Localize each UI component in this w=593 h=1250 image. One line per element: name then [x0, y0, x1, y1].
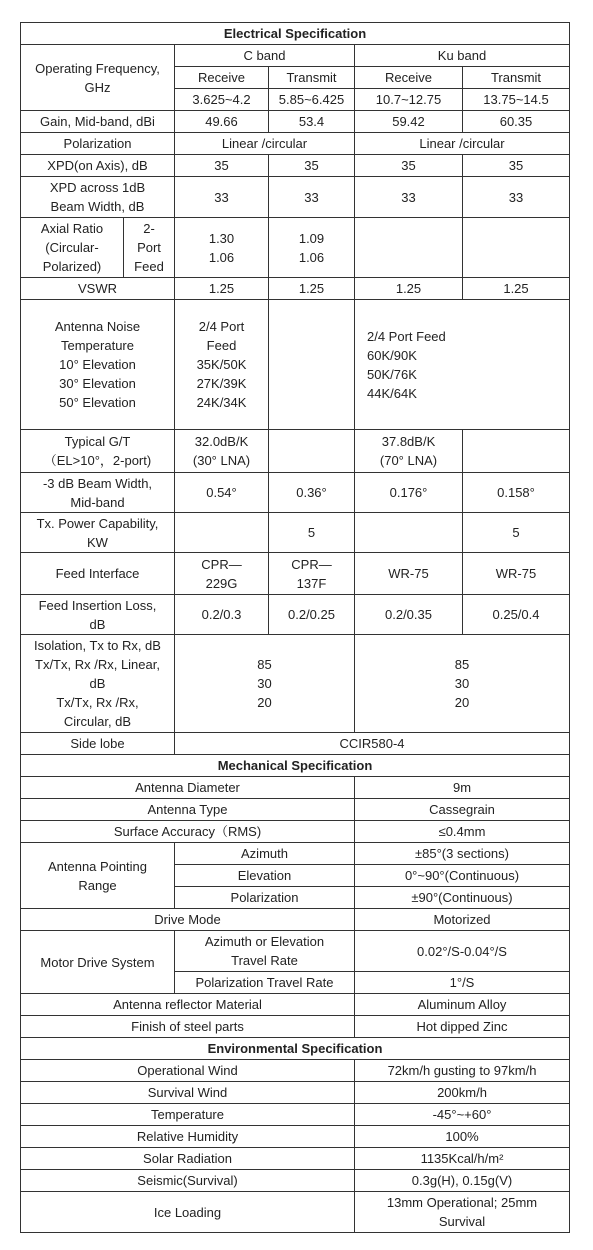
- value-cell: 33: [175, 177, 269, 218]
- cell-line: 13mm Operational; 25mm: [386, 1195, 538, 1210]
- cell-line: Operational Wind: [137, 1063, 238, 1078]
- cell-line: KW: [87, 534, 108, 550]
- cell-line: 20: [454, 695, 470, 710]
- table-row: [21, 994, 570, 1016]
- cell-line: Tx. Power Capability,: [36, 515, 159, 531]
- row-label: [21, 1126, 355, 1148]
- row-label: Antenna Diameter: [21, 777, 355, 799]
- cell-line: 1135Kcal/h/m²: [420, 1151, 504, 1166]
- cell-line: (Circular-: [45, 240, 99, 255]
- cell-line: Operating Frequency,: [35, 60, 160, 76]
- cell-line: Antenna Pointing: [47, 858, 148, 874]
- value-cell: 5: [463, 513, 570, 553]
- cell-line: CPR—: [291, 556, 332, 572]
- row-label: [21, 1104, 355, 1126]
- row-label: Antenna Type: [21, 799, 355, 821]
- table-row: [21, 1016, 570, 1038]
- table-row: [21, 843, 570, 865]
- value-cell: [355, 635, 570, 733]
- cell-line: 200km/h: [437, 1085, 487, 1100]
- row-label: VSWR: [21, 278, 175, 300]
- cell-line: GHz: [84, 79, 111, 95]
- cell-line: 60K/90K: [367, 347, 417, 363]
- row-label: Side lobe: [21, 733, 175, 755]
- section-row: [21, 755, 570, 777]
- empty-cell: [463, 218, 570, 278]
- table-row: [21, 821, 570, 843]
- cell-line: Survival Wind: [147, 1085, 228, 1100]
- cell-line: 85: [257, 657, 272, 672]
- value-cell: 1.25: [269, 278, 355, 300]
- value-cell: 49.66: [175, 111, 269, 133]
- table-row: [21, 733, 570, 755]
- cell-line: 27K/39K: [196, 376, 247, 391]
- value-cell: [355, 1060, 570, 1082]
- cell-line: 0.3g(H), 0.15g(V): [411, 1173, 513, 1188]
- subheader-cell: Receive: [355, 67, 463, 89]
- value-cell: ±90°(Continuous): [355, 887, 570, 909]
- value-cell: [175, 430, 269, 473]
- cell-line: Tx/Tx, Rx /Rx, Linear,: [35, 657, 160, 672]
- value-cell: 13.75~14.5: [463, 89, 570, 111]
- cell-line: 85: [454, 657, 470, 672]
- cell-line: Ice Loading: [153, 1204, 222, 1220]
- subheader-cell: Receive: [175, 67, 269, 89]
- value-cell: ≤0.4mm: [355, 821, 570, 843]
- row-label: [21, 1060, 355, 1082]
- value-cell: WR-75: [463, 553, 570, 595]
- cell-line: Isolation, Tx to Rx, dB: [34, 638, 161, 653]
- cell-line: 10° Elevation: [59, 357, 136, 372]
- table-row: [21, 931, 570, 972]
- value-cell: 33: [463, 177, 570, 218]
- cell-line: Travel Rate: [231, 953, 298, 968]
- row-label: Feed Interface: [21, 553, 175, 595]
- value-cell: 1.25: [463, 278, 570, 300]
- value-cell: 60.35: [463, 111, 570, 133]
- row-label: [21, 177, 175, 218]
- value-cell: [175, 300, 269, 430]
- cell-line: Azimuth or Elevation: [204, 934, 325, 949]
- value-cell: 35: [175, 155, 269, 177]
- value-cell: 33: [269, 177, 355, 218]
- spec-table-body: [21, 23, 570, 1233]
- cell-line: 100%: [445, 1129, 479, 1144]
- cell-line: -3 dB Beam Width,: [42, 475, 153, 491]
- cell-line: （EL>10°，2-port): [43, 453, 152, 468]
- row-sublabel: [124, 218, 175, 278]
- value-cell: 9m: [355, 777, 570, 799]
- row-label: Gain, Mid-band, dBi: [21, 111, 175, 133]
- cell-line: Mid-band: [70, 494, 125, 510]
- cell-line: 50° Elevation: [59, 395, 136, 410]
- value-cell: [355, 430, 463, 473]
- row-label: [21, 473, 175, 513]
- cell-line: Typical G/T: [64, 434, 131, 449]
- table-row: [21, 430, 570, 473]
- table-row: [21, 799, 570, 821]
- row-label: [21, 300, 175, 430]
- cell-line: 37.8dB/K: [381, 434, 436, 449]
- table-row: [21, 513, 570, 553]
- cell-line: Beam Width, dB: [50, 199, 145, 214]
- value-cell: [355, 300, 570, 430]
- row-label: [21, 595, 175, 635]
- row-label: [21, 45, 175, 111]
- value-cell: [269, 553, 355, 595]
- row-label: Finish of steel parts: [21, 1016, 355, 1038]
- value-cell: 1.25: [355, 278, 463, 300]
- value-cell: 0.02°/S-0.04°/S: [355, 931, 570, 972]
- value-cell: 1°/S: [355, 972, 570, 994]
- row-label: XPD(on Axis), dB: [21, 155, 175, 177]
- cell-line: 50K/76K: [367, 366, 417, 382]
- value-cell: 0.2/0.25: [269, 595, 355, 635]
- row-label: [21, 843, 175, 909]
- table-row: [21, 300, 570, 430]
- cell-line: dB: [89, 616, 106, 632]
- cell-line: 1.06: [298, 249, 325, 265]
- table-row: [21, 111, 570, 133]
- table-row: [21, 177, 570, 218]
- value-cell: [355, 1082, 570, 1104]
- value-cell: 0.2/0.35: [355, 595, 463, 635]
- cell-line: Relative Humidity: [136, 1129, 239, 1144]
- value-cell: 33: [355, 177, 463, 218]
- table-row: [21, 1082, 570, 1104]
- value-cell: 0°~90°(Continuous): [355, 865, 570, 887]
- table-row: [21, 777, 570, 799]
- row-label: [21, 1192, 355, 1233]
- cell-line: Feed: [134, 259, 164, 274]
- cell-line: 30° Elevation: [59, 376, 136, 391]
- cell-line: dB: [89, 676, 106, 691]
- cell-line: 72km/h gusting to 97km/h: [387, 1063, 537, 1078]
- table-row: [21, 1170, 570, 1192]
- row-label: [21, 218, 124, 278]
- cell-line: Seismic(Survival): [137, 1173, 238, 1188]
- table-row: [21, 635, 570, 733]
- value-cell: 3.625~4.2: [175, 89, 269, 111]
- value-cell: 0.176°: [355, 473, 463, 513]
- section-title: Mechanical Specification: [21, 755, 570, 777]
- row-label: Polarization: [21, 133, 175, 155]
- row-sublabel: [175, 931, 355, 972]
- empty-cell: [175, 513, 269, 553]
- value-cell: Hot dipped Zinc: [355, 1016, 570, 1038]
- cell-line: Circular, dB: [63, 714, 132, 729]
- cell-line: Feed: [206, 338, 237, 353]
- cell-line: Antenna Noise: [54, 319, 141, 334]
- cell-line: Axial Ratio: [40, 221, 104, 236]
- cell-line: 229G: [205, 575, 238, 591]
- value-cell: 53.4: [269, 111, 355, 133]
- cell-line: 137F: [296, 575, 327, 591]
- table-row: [21, 1126, 570, 1148]
- value-cell: Motorized: [355, 909, 570, 931]
- value-cell: 1.25: [175, 278, 269, 300]
- cell-line: Feed Insertion Loss,: [38, 597, 157, 613]
- row-label: [21, 635, 175, 733]
- section-row: [21, 23, 570, 45]
- value-cell: [355, 1104, 570, 1126]
- value-cell: [269, 218, 355, 278]
- value-cell: 5.85~6.425: [269, 89, 355, 111]
- row-label: [21, 1082, 355, 1104]
- value-cell: ±85°(3 sections): [355, 843, 570, 865]
- cell-line: CPR—: [201, 556, 242, 572]
- cell-line: Survival: [438, 1214, 486, 1229]
- table-row: [21, 909, 570, 931]
- section-title: Environmental Specification: [21, 1038, 570, 1060]
- value-cell: [355, 1192, 570, 1233]
- cell-line: 1.06: [208, 249, 235, 265]
- value-cell: Linear /circular: [175, 133, 355, 155]
- table-row: [21, 595, 570, 635]
- cell-line: XPD across 1dB: [49, 180, 146, 195]
- table-row: [21, 133, 570, 155]
- row-label: [21, 1170, 355, 1192]
- value-cell: [355, 1148, 570, 1170]
- table-row: [21, 218, 570, 278]
- cell-line: (30° LNA): [192, 453, 251, 468]
- value-cell: Aluminum Alloy: [355, 994, 570, 1016]
- value-cell: 0.54°: [175, 473, 269, 513]
- row-sublabel: Polarization: [175, 887, 355, 909]
- value-cell: [355, 1170, 570, 1192]
- table-row: [21, 1060, 570, 1082]
- value-cell: 0.36°: [269, 473, 355, 513]
- row-label: [21, 430, 175, 473]
- row-label: Antenna reflector Material: [21, 994, 355, 1016]
- row-label: Motor Drive System: [21, 931, 175, 994]
- cell-line: Port: [137, 240, 161, 255]
- empty-cell: [355, 513, 463, 553]
- value-cell: [175, 553, 269, 595]
- cell-line: Temperature: [151, 1107, 224, 1122]
- value-cell: 5: [269, 513, 355, 553]
- value-cell: 59.42: [355, 111, 463, 133]
- value-cell: [175, 635, 355, 733]
- value-cell: Cassegrain: [355, 799, 570, 821]
- value-cell: [175, 218, 269, 278]
- cell-line: Range: [78, 877, 117, 893]
- row-sublabel: Polarization Travel Rate: [175, 972, 355, 994]
- value-cell: CCIR580-4: [175, 733, 570, 755]
- cell-line: Solar Radiation: [143, 1151, 232, 1166]
- empty-cell: [355, 218, 463, 278]
- table-row: [21, 553, 570, 595]
- cell-line: 35K/50K: [196, 357, 247, 372]
- band-header: Ku band: [355, 45, 570, 67]
- value-cell: 35: [463, 155, 570, 177]
- table-row: [21, 45, 570, 67]
- cell-line: 44K/64K: [367, 385, 417, 401]
- subheader-cell: Transmit: [269, 67, 355, 89]
- empty-cell: [269, 430, 355, 473]
- table-row: [21, 1192, 570, 1233]
- table-row: [21, 1104, 570, 1126]
- table-row: [21, 278, 570, 300]
- row-sublabel: Azimuth: [175, 843, 355, 865]
- cell-line: 20: [257, 695, 272, 710]
- table-row: [21, 1148, 570, 1170]
- cell-line: 2-: [143, 221, 155, 236]
- cell-line: 30: [454, 676, 470, 691]
- row-sublabel: Elevation: [175, 865, 355, 887]
- section-row: [21, 1038, 570, 1060]
- table-row: [21, 155, 570, 177]
- row-label: Drive Mode: [21, 909, 355, 931]
- cell-line: 24K/34K: [196, 395, 247, 410]
- table-row: [21, 473, 570, 513]
- value-cell: 35: [355, 155, 463, 177]
- cell-line: Tx/Tx, Rx /Rx,: [56, 695, 139, 710]
- cell-line: Temperature: [61, 338, 134, 353]
- value-cell: 10.7~12.75: [355, 89, 463, 111]
- empty-cell: [269, 300, 355, 430]
- value-cell: 0.25/0.4: [463, 595, 570, 635]
- value-cell: [355, 1126, 570, 1148]
- cell-line: 1.09: [298, 230, 325, 246]
- empty-cell: [463, 430, 570, 473]
- value-cell: 0.158°: [463, 473, 570, 513]
- spec-table: [20, 22, 570, 1233]
- cell-line: 30: [257, 676, 272, 691]
- cell-line: 32.0dB/K: [194, 434, 249, 449]
- section-title: Electrical Specification: [21, 23, 570, 45]
- cell-line: 2/4 Port Feed: [367, 328, 446, 344]
- value-cell: Linear /circular: [355, 133, 570, 155]
- value-cell: 35: [269, 155, 355, 177]
- value-cell: WR-75: [355, 553, 463, 595]
- cell-line: (70° LNA): [379, 453, 438, 468]
- cell-line: Polarized): [42, 259, 102, 274]
- row-label: [21, 1148, 355, 1170]
- value-cell: 0.2/0.3: [175, 595, 269, 635]
- subheader-cell: Transmit: [463, 67, 570, 89]
- cell-line: -45°~+60°: [432, 1107, 492, 1122]
- band-header: C band: [175, 45, 355, 67]
- row-label: Surface Accuracy（RMS): [21, 821, 355, 843]
- cell-line: 1.30: [208, 230, 235, 246]
- cell-line: 2/4 Port: [198, 319, 245, 334]
- row-label: [21, 513, 175, 553]
